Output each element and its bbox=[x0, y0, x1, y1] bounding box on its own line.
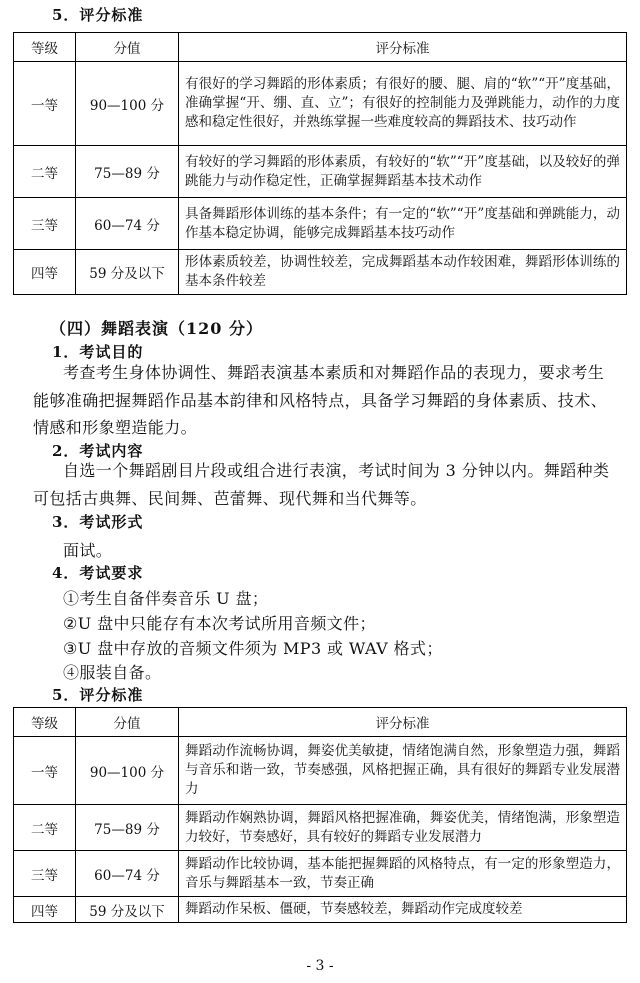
requirement-item: ②U 盘中只能存有本次考试所用音频文件； bbox=[63, 614, 376, 633]
criteria-cell: 舞蹈动作娴熟协调，舞蹈风格把握准确，舞姿优美，情绪饱满，形象塑造力较好，节奏感好，具有较好的舞蹈专业发展潜力 bbox=[179, 805, 627, 851]
table-row bbox=[14, 146, 627, 198]
sub2-text: 自选一个舞蹈剧目片段或组合进行表演，考试时间为 3 分钟以内。舞蹈种类可包括古典舞、民间舞、芭蕾舞、现代舞和当代舞等。 bbox=[33, 461, 610, 508]
grade-cell: 二等 bbox=[14, 805, 76, 851]
page-number: - 3 - bbox=[306, 958, 334, 974]
criteria-cell: 舞蹈动作流畅协调，舞姿优美敏捷，情绪饱满自然，形象塑造力强，舞蹈与音乐和谐一致，节奏感强，风格把握正确，具有很好的舞蹈专业发展潜力 bbox=[179, 737, 627, 805]
criteria-cell: 有很好的学习舞蹈的形体素质；有很好的腰、腿、肩的“软”“开”度基础，准确掌握“开、绷、直、立”；有很好的控制能力及弹跳能力，动作的力度感和稳定性很好，并熟练掌握一些难度较高的舞蹈技术、技巧动作 bbox=[179, 62, 627, 146]
score-cell: 60—74 分 bbox=[76, 851, 179, 897]
criteria-cell: 舞蹈动作比较协调，基本能把握舞蹈的风格特点，有一定的形象塑造力，音乐与舞蹈基本一致，节奏正确 bbox=[179, 851, 627, 897]
section2-heading: 5．评分标准 bbox=[52, 686, 144, 704]
table-row bbox=[14, 851, 627, 897]
grade-cell: 二等 bbox=[14, 146, 76, 198]
table-row bbox=[14, 62, 627, 146]
requirement-item: ④服装自备。 bbox=[63, 663, 162, 682]
header-grade: 等级 bbox=[14, 708, 76, 737]
criteria-cell: 具备舞蹈形体训练的基本条件；有一定的“软”“开”度基础和弹跳能力，动作基本稳定协调，能够完成舞蹈基本技巧动作 bbox=[179, 198, 627, 250]
grade-cell: 四等 bbox=[14, 250, 76, 295]
score-cell: 90—100 分 bbox=[76, 62, 179, 146]
sub2-paragraph bbox=[33, 457, 615, 512]
header-criteria: 评分标准 bbox=[179, 33, 627, 62]
grade-cell: 三等 bbox=[14, 198, 76, 250]
header-score: 分值 bbox=[76, 708, 179, 737]
score-cell: 90—100 分 bbox=[76, 737, 179, 805]
grade-cell: 一等 bbox=[14, 737, 76, 805]
score-cell: 75—89 分 bbox=[76, 146, 179, 198]
score-cell: 59 分及以下 bbox=[76, 897, 179, 923]
score-cell: 59 分及以下 bbox=[76, 250, 179, 295]
requirement-item: ①考生自备伴奏音乐 U 盘； bbox=[63, 589, 269, 608]
sub4-heading: 4．考试要求 bbox=[52, 564, 144, 582]
section-title: （四）舞蹈表演（120 分） bbox=[50, 319, 263, 338]
score-table-2 bbox=[13, 707, 627, 923]
table-row bbox=[14, 250, 627, 295]
sub1-heading: 1．考试目的 bbox=[52, 343, 144, 361]
score-cell: 60—74 分 bbox=[76, 198, 179, 250]
table-header-row bbox=[14, 33, 627, 62]
grade-cell: 三等 bbox=[14, 851, 76, 897]
table-row bbox=[14, 897, 627, 923]
sub3-text: 面试。 bbox=[63, 541, 113, 560]
grade-cell: 一等 bbox=[14, 62, 76, 146]
header-grade: 等级 bbox=[14, 33, 76, 62]
criteria-cell: 舞蹈动作呆板、僵硬，节奏感较差，舞蹈动作完成度较差 bbox=[179, 897, 627, 923]
table-row bbox=[14, 737, 627, 805]
score-cell: 75—89 分 bbox=[76, 805, 179, 851]
header-score: 分值 bbox=[76, 33, 179, 62]
sub1-paragraph bbox=[33, 359, 615, 442]
table-row bbox=[14, 805, 627, 851]
score-table-1 bbox=[13, 32, 627, 295]
criteria-cell: 有较好的学习舞蹈的形体素质，有较好的“软”“开”度基础，以及较好的弹跳能力与动作稳定性，正确掌握舞蹈基本技术动作 bbox=[179, 146, 627, 198]
table-row bbox=[14, 198, 627, 250]
section1-heading: 5．评分标准 bbox=[52, 6, 144, 24]
grade-cell: 四等 bbox=[14, 897, 76, 923]
table-header-row bbox=[14, 708, 627, 737]
criteria-cell: 形体素质较差，协调性较差，完成舞蹈基本动作较困难，舞蹈形体训练的基本条件较差 bbox=[179, 250, 627, 295]
sub2-heading: 2．考试内容 bbox=[52, 442, 144, 460]
header-criteria: 评分标准 bbox=[179, 708, 627, 737]
sub1-text: 考查考生身体协调性、舞蹈表演基本素质和对舞蹈作品的表现力，要求考生能够准确把握舞蹈作品基本韵律和风格特点，具备学习舞蹈的身体素质、技术、情感和形象塑造能力。 bbox=[33, 363, 608, 437]
sub3-heading: 3．考试形式 bbox=[52, 513, 144, 531]
requirement-item: ③U 盘中存放的音频文件须为 MP3 或 WAV 格式； bbox=[63, 639, 443, 658]
